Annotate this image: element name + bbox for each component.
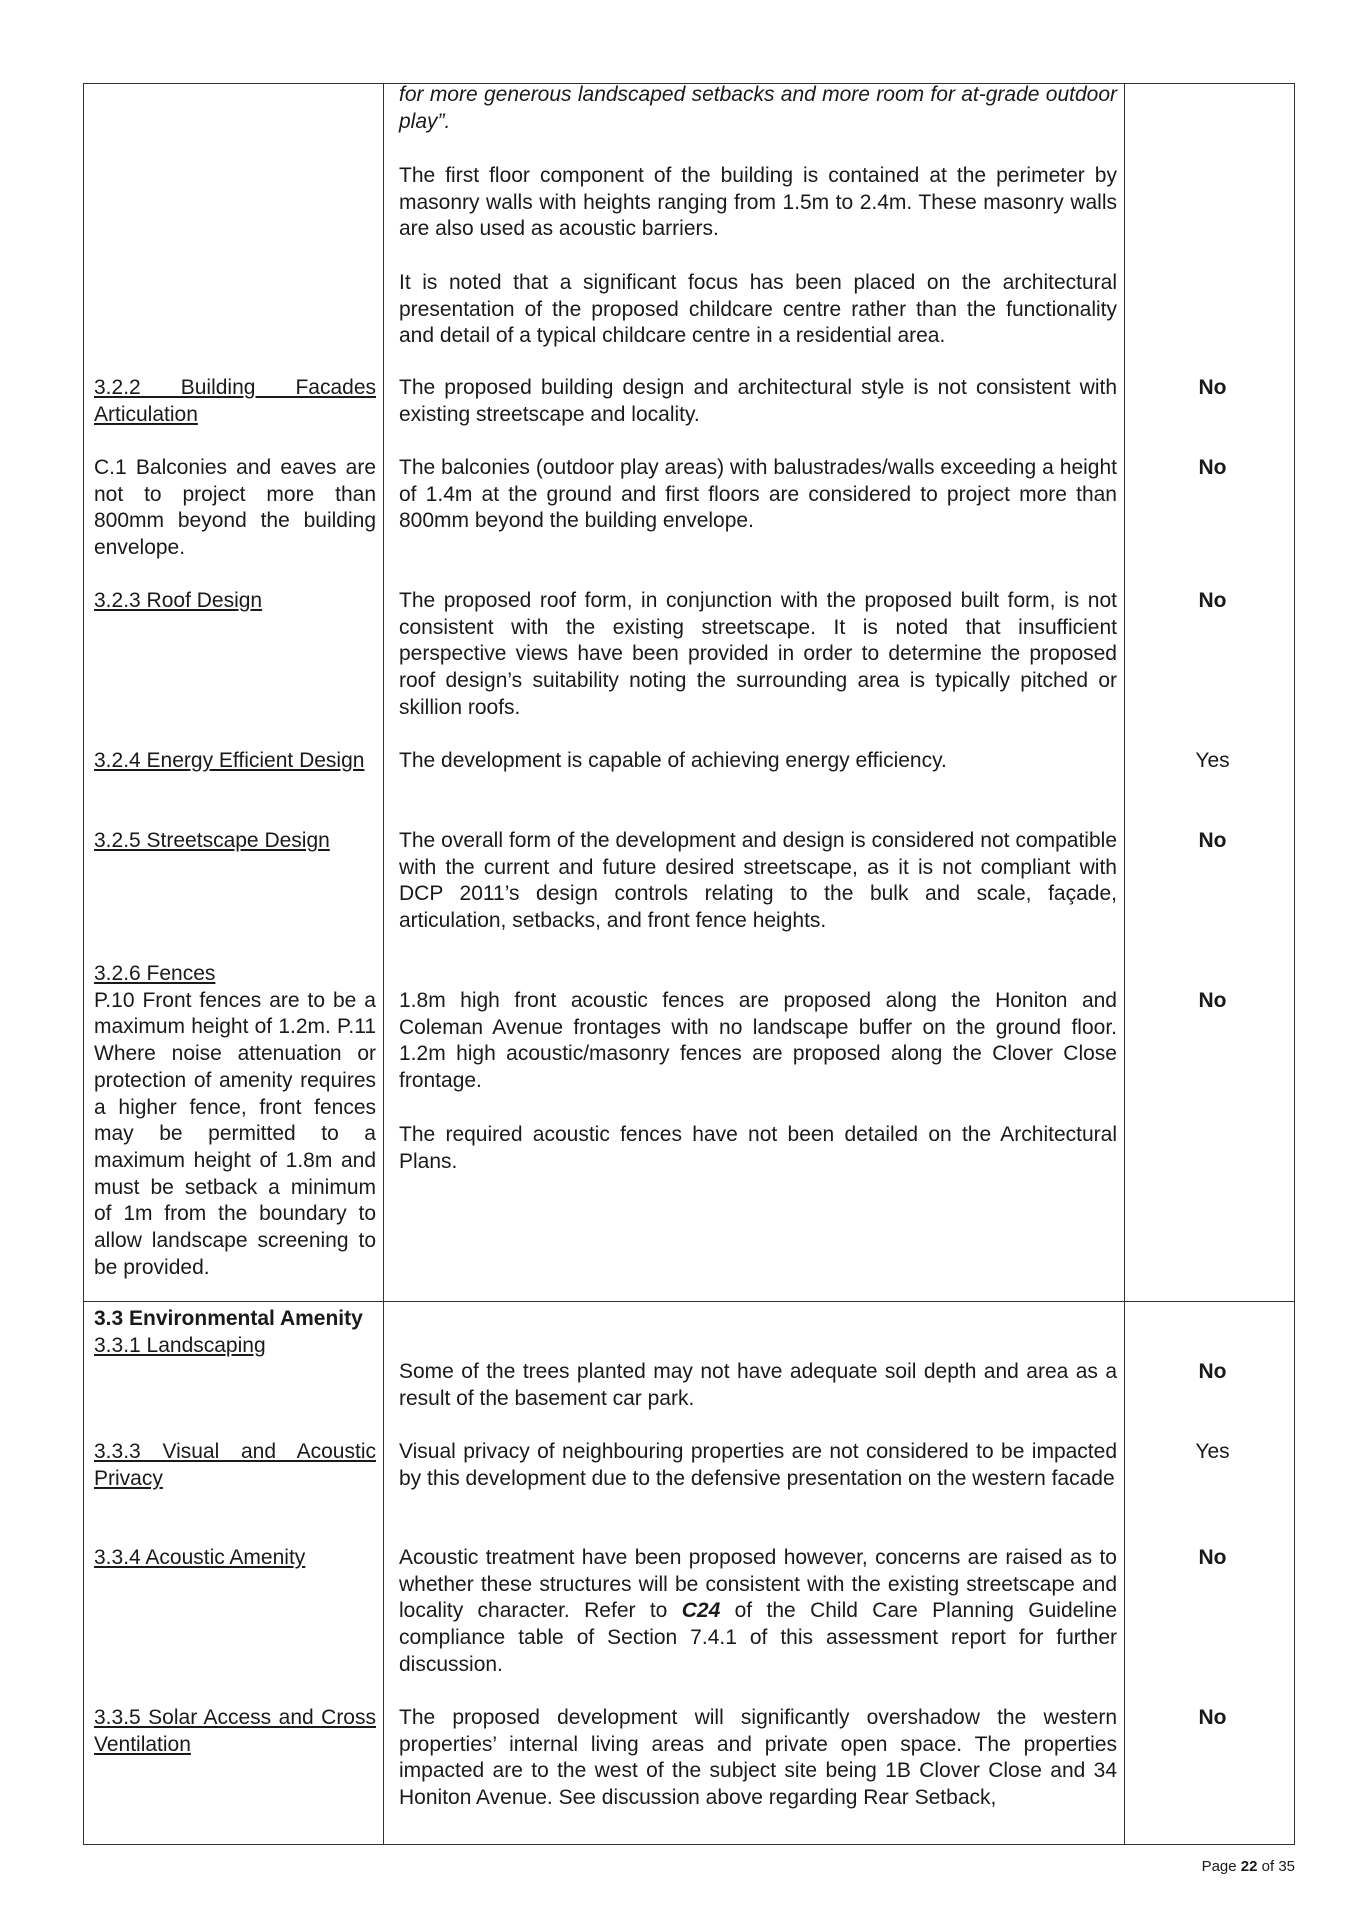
intro-quote: for more generous landscaped setbacks and more room for at-grade outdoor play”.	[399, 83, 1117, 133]
control-cell: 3.2.4 Energy Efficient Design	[94, 749, 365, 772]
compliance-cell: Yes	[1195, 749, 1230, 772]
compliance-cell: No	[1198, 1706, 1227, 1729]
column-divider	[383, 84, 384, 1844]
comment-cell: 1.8m high front acoustic fences are proposed along the Honiton and Coleman Avenue frontages with no landscape buffer on the ground floor. 1.2m high acoustic/masonry fences are proposed along the Clover Close frontage. The required acoustic fences have not been detailed on the Architectural Plans.	[399, 989, 1117, 1173]
comment-cell: The development is capable of achieving energy efficiency.	[399, 749, 947, 772]
control-cell: 3.3.4 Acoustic Amenity	[94, 1546, 306, 1569]
comment-cell: The balconies (outdoor play areas) with balustrades/walls exceeding a height of 1.4m at the ground and first floors are considered to project more than 800mm beyond the building envelope.	[399, 456, 1117, 533]
compliance-cell: No	[1198, 376, 1227, 399]
comment-cell: The proposed roof form, in conjunction with the proposed built form, is not consistent with the existing streetscape. It is noted that insufficient perspective views have been provided in order to determine the proposed roof design’s suitability noting the surrounding area is typically pitched or skillion roofs.	[399, 589, 1117, 719]
compliance-cell: No	[1198, 829, 1227, 852]
control-cell: 3.3 Environmental Amenity 3.3.1 Landscaping	[94, 1307, 363, 1357]
control-cell: 3.3.3 Visual and Acoustic Privacy	[94, 1440, 376, 1490]
comment-cell: The overall form of the development and design is considered not compatible with the current and future desired streetscape, as it is not compliant with DCP 2011’s design controls relating to the bulk and scale, façade, articulation, setbacks, and front fence heights.	[399, 829, 1117, 933]
intro-paragraph: It is noted that a significant focus has been placed on the architectural presentation of the proposed childcare centre rather than the functionality and detail of a typical childcare centre in a residential area.	[399, 271, 1117, 348]
row-divider	[84, 1301, 1294, 1302]
compliance-cell: No	[1198, 1360, 1227, 1383]
control-cell: 3.2.5 Streetscape Design	[94, 829, 330, 852]
column-divider	[1124, 84, 1125, 1844]
comment-cell: Visual privacy of neighbouring properties are not considered to be impacted by this development due to the defensive presentation on the western facade	[399, 1440, 1117, 1490]
comment-cell: The proposed development will significantly overshadow the western properties’ internal living areas and private open space. The properties impacted are to the west of the subject site being 1B Clover Close and 34 Honiton Avenue. See discussion above regarding Rear Setback,	[399, 1706, 1117, 1810]
page-number: Page 22 of 35	[1201, 1858, 1295, 1875]
compliance-cell: No	[1198, 456, 1227, 479]
control-cell: 3.2.2 Building Facades Articulation	[94, 376, 376, 426]
compliance-cell: Yes	[1195, 1440, 1230, 1463]
control-cell: 3.2.3 Roof Design	[94, 589, 263, 612]
control-cell: C.1 Balconies and eaves are not to project more than 800mm beyond the building envelope.	[94, 456, 376, 560]
compliance-cell: No	[1198, 1546, 1227, 1569]
comment-cell: The proposed building design and architectural style is not consistent with existing streetscape and locality.	[399, 376, 1117, 426]
comment-cell: Acoustic treatment have been proposed however, concerns are raised as to whether these structures will be consistent with the existing streetscape and locality character. Refer to C24 of the Child Care Planning Guideline compliance table of Section 7.4.1 of this assessment report for further discussion.	[399, 1546, 1117, 1676]
compliance-cell: No	[1198, 989, 1227, 1012]
intro-paragraph: The first floor component of the building is contained at the perimeter by masonry walls with heights ranging from 1.5m to 2.4m. These masonry walls are also used as acoustic barriers.	[399, 164, 1117, 241]
control-cell: 3.2.6 Fences P.10 Front fences are to be a maximum height of 1.2m. P.11 Where noise attenuation or protection of amenity requires a higher fence, front fences may be permitted to a maximum height of 1.8m and must be setback a minimum of 1m from the boundary to allow landscape screening to be provided.	[94, 962, 376, 1279]
comment-cell: Some of the trees planted may not have adequate soil depth and area as a result of the basement car park.	[399, 1360, 1117, 1410]
control-cell: 3.3.5 Solar Access and Cross Ventilation	[94, 1706, 376, 1756]
compliance-cell: No	[1198, 589, 1227, 612]
